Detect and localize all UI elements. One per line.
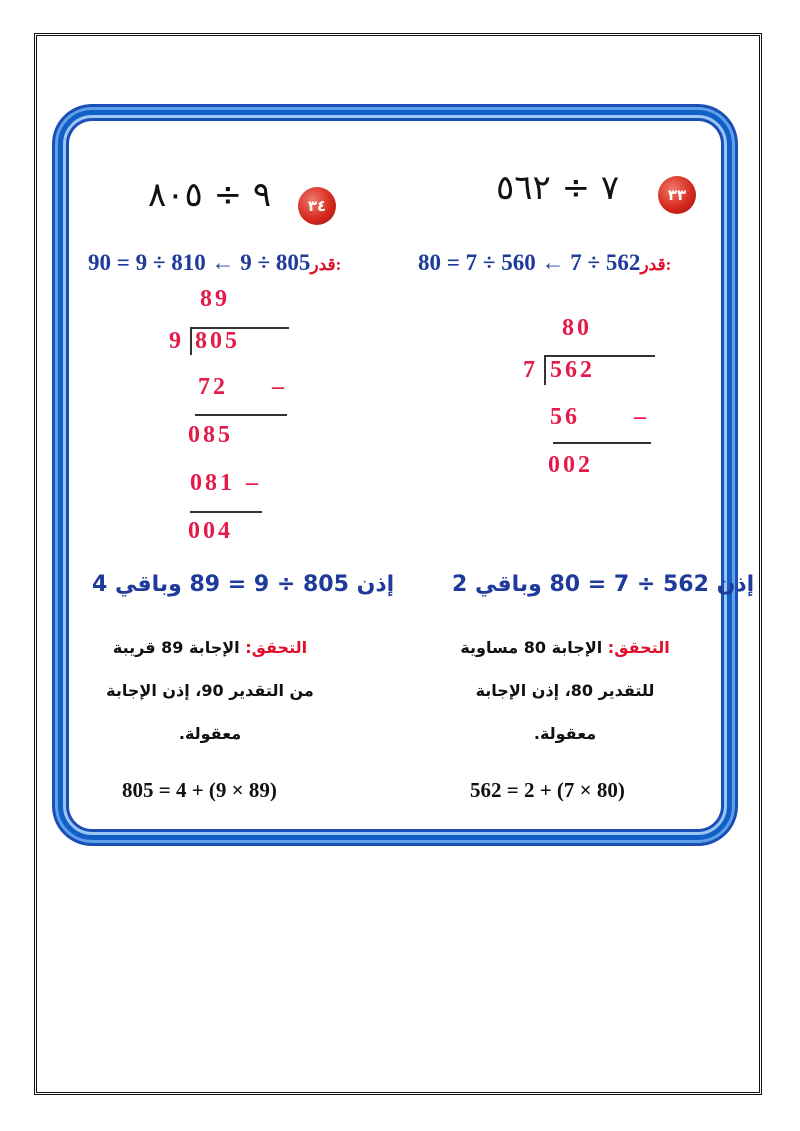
problem-33-quotient: 80 bbox=[562, 315, 592, 341]
problem-33-dividend: 562 bbox=[550, 357, 595, 383]
problem-34-minus-sign-2: – bbox=[246, 470, 261, 496]
problem-34-subtraction-line-1 bbox=[195, 414, 287, 416]
problem-33-subtraction-line bbox=[553, 442, 651, 444]
problem-34-expression: ٩ ÷ ٨٠٥ bbox=[148, 175, 272, 215]
problem-34-quotient: 89 bbox=[200, 286, 230, 312]
problem-34-estimate bbox=[88, 250, 341, 276]
problem-34-badge: ٣٤ bbox=[298, 187, 336, 225]
problem-34-verify: 805 = 4 + (9 × 89) bbox=[122, 778, 277, 802]
problem-33-verify: 562 = 2 + (7 × 80) bbox=[470, 778, 625, 802]
problem-34-check-line1 bbox=[85, 626, 335, 669]
problem-33-estimate-label: قدر: bbox=[640, 255, 672, 274]
problem-33-estimate-value: 80 = 7 ÷ 560 ← 7 ÷ 562 bbox=[418, 250, 641, 275]
problem-33-result: إذن 562 ÷ 7 = 80 وباقي 2 bbox=[452, 572, 755, 597]
problem-34-check-line3: معقولة. bbox=[178, 724, 242, 743]
problem-34-result: إذن 805 ÷ 9 = 89 وباقي 4 bbox=[92, 572, 395, 597]
problem-34-estimate-value: 90 = 9 ÷ 810 ← 9 ÷ 805 bbox=[88, 250, 311, 275]
problem-33-badge: ٣٣ bbox=[658, 176, 696, 214]
problem-34-partial: 085 bbox=[188, 422, 233, 448]
problem-33-subtract-1: 56 bbox=[550, 404, 580, 430]
problem-33-divisor: 7 bbox=[523, 357, 538, 383]
problem-34-check bbox=[85, 626, 335, 755]
problem-34-division-bracket bbox=[190, 327, 192, 355]
problem-34-check-label: التحقق: bbox=[245, 638, 308, 657]
problem-34-estimate-label: قدر: bbox=[310, 255, 342, 274]
problem-33-minus-sign: – bbox=[634, 404, 649, 430]
problem-33-check bbox=[420, 626, 710, 755]
problem-33-estimate bbox=[418, 250, 671, 276]
problem-34-subtraction-line-2 bbox=[190, 511, 262, 513]
problem-34-subtract-1: 72 bbox=[198, 374, 228, 400]
problem-34-dividend: 805 bbox=[195, 328, 240, 354]
problem-33-check-line3: معقولة. bbox=[533, 724, 597, 743]
problem-33-remainder: 002 bbox=[548, 452, 593, 478]
problem-34-minus-sign-1: – bbox=[272, 374, 287, 400]
problem-34-check-line2: من التقدير 90، إذن الإجابة bbox=[106, 681, 314, 700]
problem-34-divisor: 9 bbox=[169, 328, 184, 354]
problem-33-division-bracket bbox=[544, 355, 546, 385]
problem-33-check-text1: الإجابة 80 مساوية bbox=[460, 638, 603, 657]
problem-33-expression: ٧ ÷ ٥٦٢ bbox=[496, 168, 620, 208]
problem-34-subtract-2: 081 bbox=[190, 470, 235, 496]
problem-34-remainder: 004 bbox=[188, 518, 233, 544]
problem-33-check-label: التحقق: bbox=[607, 638, 670, 657]
problem-33-check-line1 bbox=[420, 626, 710, 669]
problem-34-check-text1: الإجابة 89 قريبة bbox=[112, 638, 240, 657]
problem-33-check-line2: للتقدير 80، إذن الإجابة bbox=[475, 681, 655, 700]
